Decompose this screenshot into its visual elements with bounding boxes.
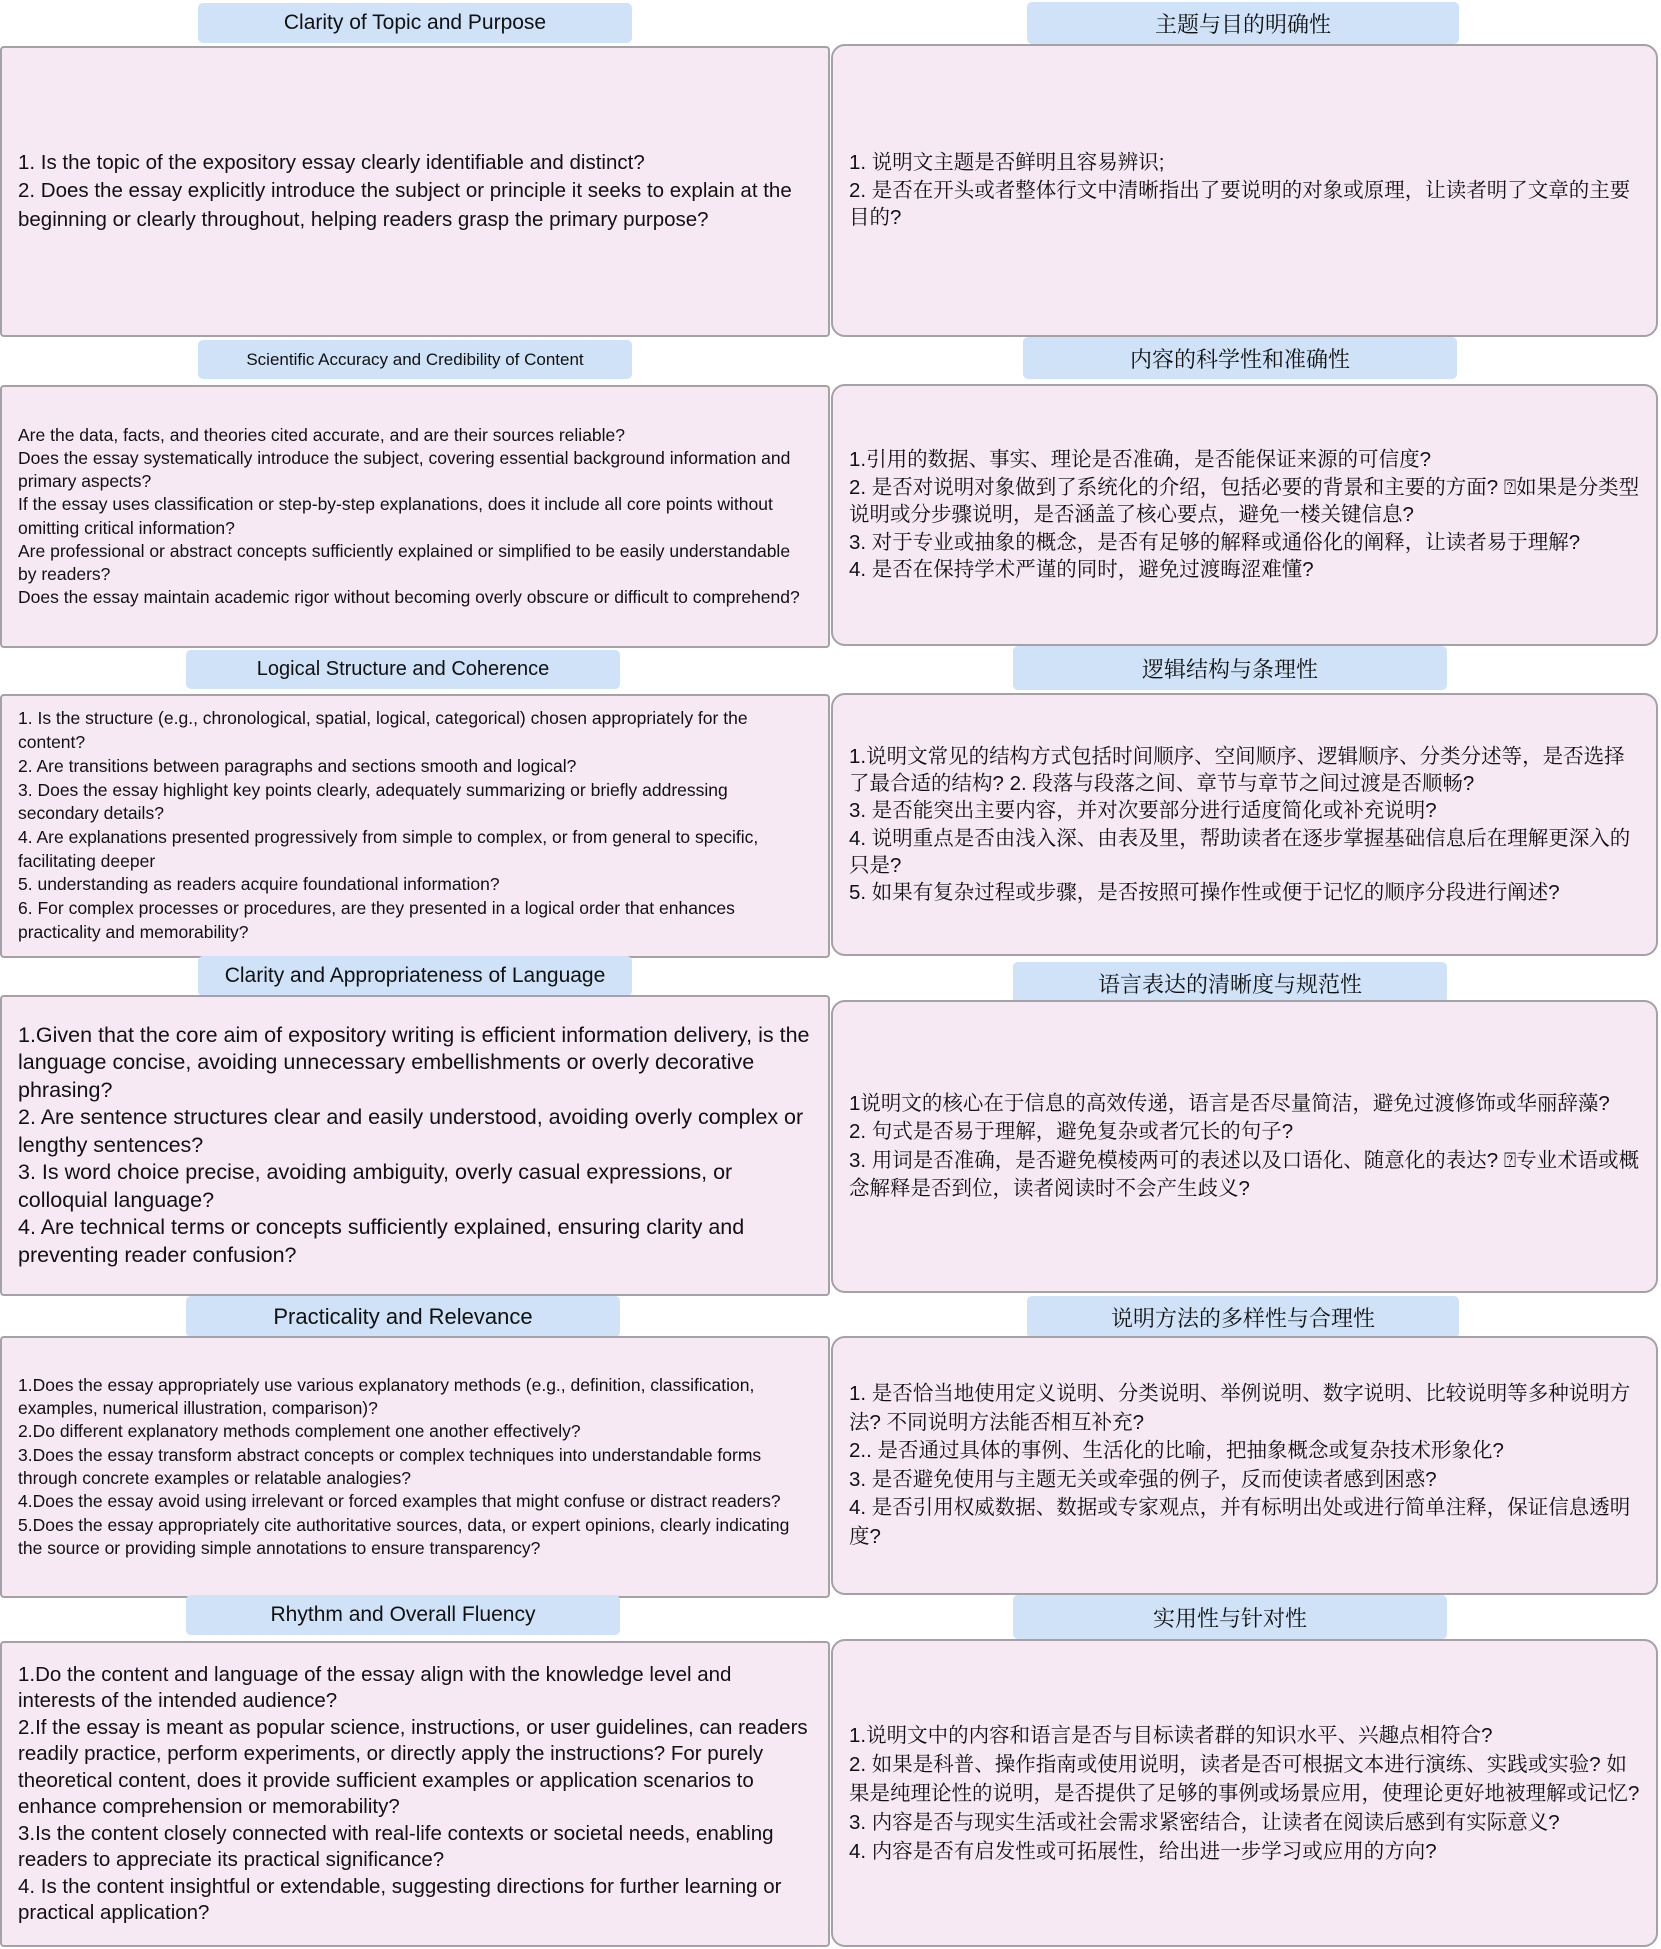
right-section-box-4 <box>831 1000 1658 1293</box>
left-section-title-1: Clarity of Topic and Purpose <box>198 3 632 43</box>
right-section-box-2 <box>831 384 1658 646</box>
left-section-box-1 <box>0 46 830 337</box>
right-section-title-2: 内容的科学性和准确性 <box>1023 337 1457 379</box>
right-section-text-6: 1.说明文中的内容和语言是否与目标读者群的知识水平、兴趣点相符合? 2. 如果是科普、操作指南或使用说明，读者是否可根据文本进行演练、实践或实验? 如果是纯理论性的说明，是否提供了足够的事例或场景应用，使理论更好地被理解或记忆? 3. 内容是否与现实生活或社会需求紧密结合，让读者在阅读后感到有实际意义? 4. 内容是否有启发性或可拓展性，给出进一步学习或应用的方向? <box>849 1723 1640 1863</box>
left-section-text-1: 1. Is the topic of the expository essay clearly identifiable and distinct? 2. Does the essay explicitly introduce the subject or principle it seeks to explain at the beginning or clearly throughout, helping readers grasp the primary purpose? <box>18 150 792 231</box>
right-section-box-5 <box>831 1336 1658 1595</box>
right-section-box-3 <box>831 693 1658 956</box>
right-section-title-3: 逻辑结构与条理性 <box>1013 646 1447 690</box>
left-section-box-3 <box>0 694 830 958</box>
left-section-text-5: 1.Does the essay appropriately use various explanatory methods (e.g., definition, classification, examples, numerical illustration, comparison)? 2.Do different explanatory methods complement one another effectively? 3.Does the essay transform abstract concepts or complex techniques into understandable forms through concrete examples or relatable analogies? 4.Does the essay avoid using irrelevant or forced examples that might confuse or distract readers? 5.Does the essay appropriately cite authoritative sources, data, or expert opinions, clearly indicating the source or providing simple annotations to ensure transparency? <box>18 1374 790 1558</box>
left-section-text-3: 1. Is the structure (e.g., chronological, spatial, logical, categorical) chosen appropriately for the content? 2. Are transitions between paragraphs and sections smooth and logical? 3. Does the essay highlight key points clearly, adequately summarizing or briefly addressing secondary details? 4. Are explanations presented progressively from simple to complex, or from general to specific, facilitating deeper 5. understanding as readers acquire foundational information? 6. For complex processes or procedures, are they presented in a logical order that enhances practicality and memorability? <box>18 708 759 942</box>
right-section-text-4: 1说明文的核心在于信息的高效传递，语言是否尽量简洁，避免过渡修饰或华丽辞藻? 2. 句式是否易于理解，避免复杂或者冗长的句子? 3. 用词是否准确，是否避免模棱两可的表述以及口语化、随意化的表达? ⍰专业术语或概念解释是否到位，读者阅读时不会产生歧义? <box>849 1091 1640 1200</box>
right-section-box-6 <box>831 1639 1658 1947</box>
right-section-title-4: 语言表达的清晰度与规范性 <box>1013 962 1447 1004</box>
left-section-text-2: Are the data, facts, and theories cited accurate, and are their sources reliable? Does the essay systematically introduce the subject, covering essential background information and primary aspects? If the essay uses classification or step-by-step explanations, does it include all core points without omitting critical information? Are professional or abstract concepts sufficiently explained or simplified to be easily understandable by readers? Does the essay maintain academic rigor without becoming overly obscure or difficult to comprehend? <box>18 424 800 608</box>
right-section-title-5: 说明方法的多样性与合理性 <box>1027 1296 1459 1338</box>
right-section-box-1 <box>831 44 1658 337</box>
right-section-text-3: 1.说明文常见的结构方式包括时间顺序、空间顺序、逻辑顺序、分类分述等，是否选择了最合适的结构? 2. 段落与段落之间、章节与章节之间过渡是否顺畅? 3. 是否能突出主要内容，并对次要部分进行适度简化或补充说明? 4. 说明重点是否由浅入深、由表及里，帮助读者在逐步掌握基础信息后在理解更深入的只是? 5. 如果有复杂过程或步骤，是否按照可操作性或便于记忆的顺序分段进行阐述? <box>849 744 1631 905</box>
left-section-title-3: Logical Structure and Coherence <box>186 650 620 689</box>
right-section-title-6: 实用性与针对性 <box>1013 1595 1447 1639</box>
left-section-title-2: Scientific Accuracy and Credibility of Content <box>198 340 632 379</box>
left-section-box-5 <box>0 1336 830 1598</box>
right-section-text-1: 1. 说明文主题是否鲜明且容易辨识; 2. 是否在开头或者整体行文中清晰指出了要说明的对象或原理，让读者明了文章的主要目的? <box>849 151 1631 230</box>
right-section-text-2: 1.引用的数据、事实、理论是否准确，是否能保证来源的可信度? 2. 是否对说明对象做到了系统化的介绍，包括必要的背景和主要的方面? ⍰如果是分类型说明或分步骤说明，是否涵盖了核心要点，避免一楼关键信息? 3. 对于专业或抽象的概念，是否有足够的解释或通俗化的阐释，让读者易于理解? 4. 是否在保持学术严谨的同时，避免过渡晦涩难懂? <box>849 448 1640 582</box>
left-section-box-4 <box>0 995 830 1296</box>
left-section-title-6: Rhythm and Overall Fluency <box>186 1595 620 1635</box>
right-section-title-1: 主题与目的明确性 <box>1027 2 1459 44</box>
left-section-box-6 <box>0 1641 830 1947</box>
left-section-title-5: Practicality and Relevance <box>186 1296 620 1337</box>
left-section-box-2 <box>0 385 830 648</box>
left-section-title-4: Clarity and Appropriateness of Language <box>198 956 632 996</box>
left-section-text-6: 1.Do the content and language of the essay align with the knowledge level and interests of the intended audience? 2.If the essay is meant as popular science, instructions, or user guidelines, can readers readily practice, perform experiments, or directly apply the instructions? For purely theoretical content, does it provide sufficient examples or application scenarios to enhance comprehension or memorability? 3.Is the content closely connected with real-life contexts or societal needs, enabling readers to appreciate its practical significance? 4. Is the content insightful or extendable, suggesting directions for further learning or practical application? <box>18 1662 808 1924</box>
left-section-text-4: 1.Given that the core aim of expository writing is efficient information delivery, is the language concise, avoiding unnecessary embellishments or overly decorative phrasing? 2. Are sentence structures clear and easily understood, avoiding overly complex or lengthy sentences? 3. Is word choice precise, avoiding ambiguity, overly casual expressions, or colloquial language? 4. Are technical terms or concepts sufficiently explained, ensuring clarity and preventing reader confusion? <box>18 1022 810 1267</box>
right-section-text-5: 1. 是否恰当地使用定义说明、分类说明、举例说明、数字说明、比较说明等多种说明方法? 不同说明方法能否相互补充? 2.. 是否通过具体的事例、生活化的比喻，把抽象概念或复杂技术形象化? 3. 是否避免使用与主题无关或牵强的例子，反而使读者感到困惑? 4. 是否引用权威数据、数据或专家观点，并有标明出处或进行简单注释，保证信息透明度? <box>849 1382 1631 1548</box>
